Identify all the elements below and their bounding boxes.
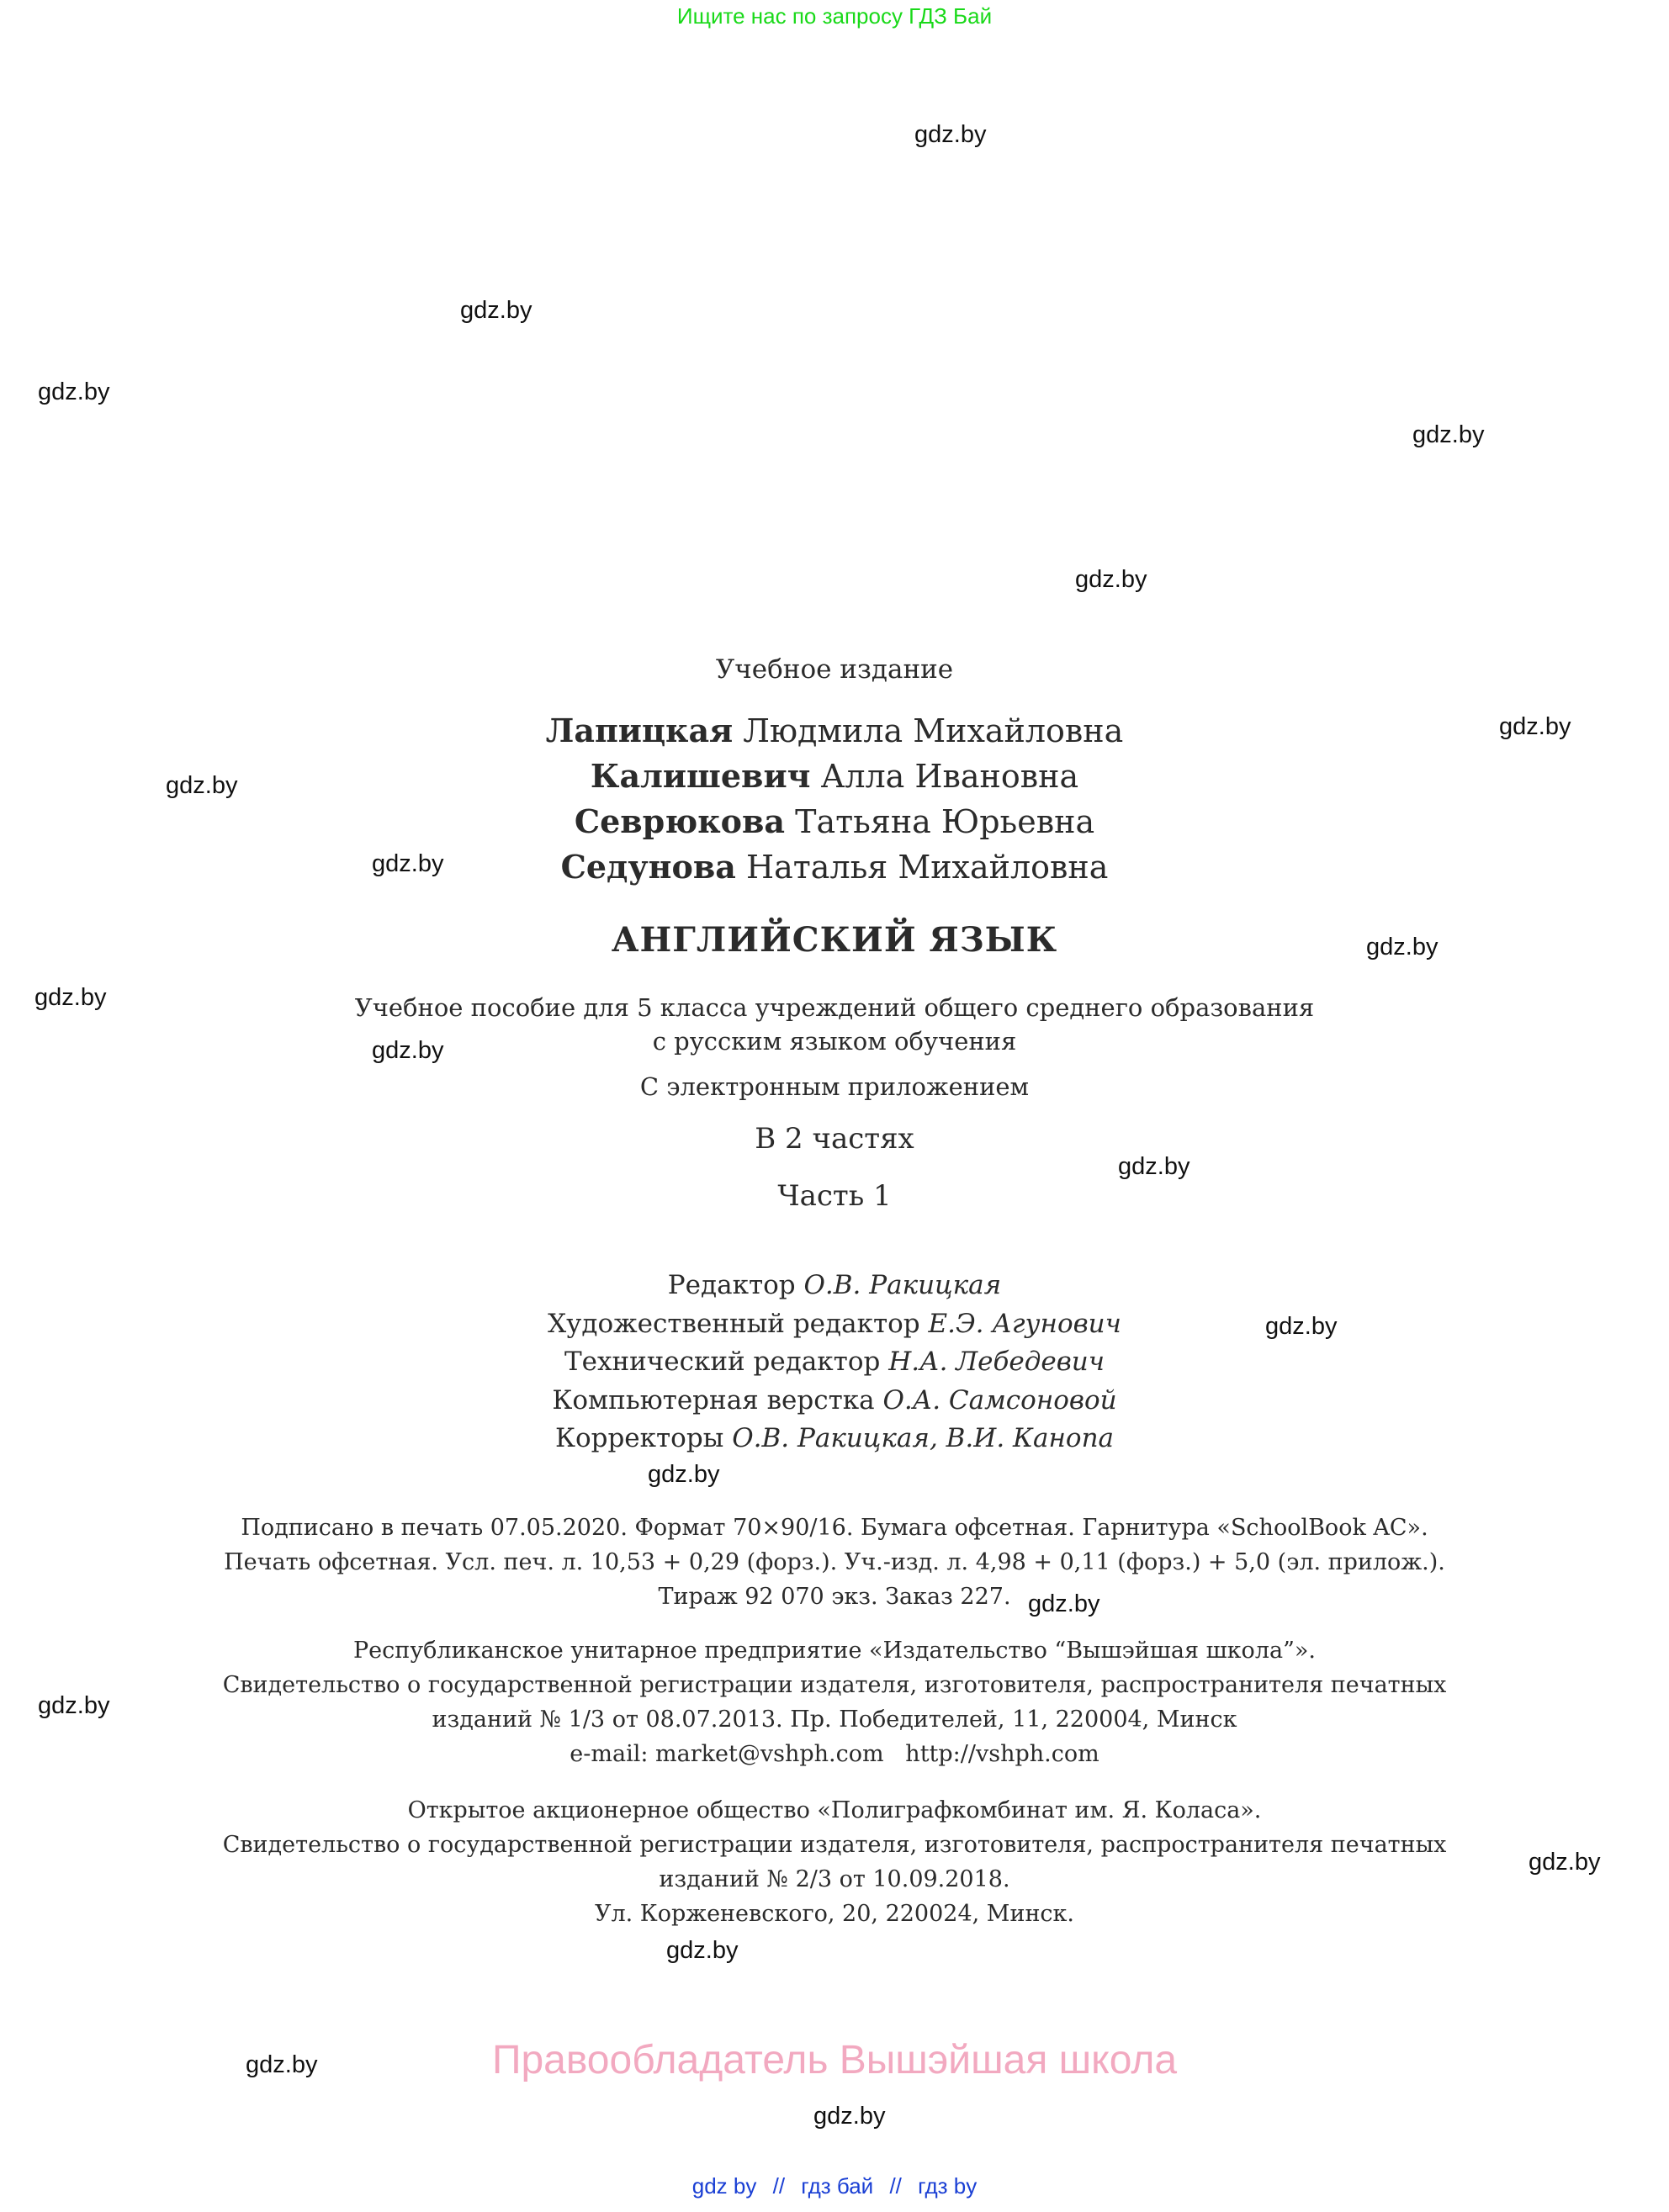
edition-type: Учебное издание bbox=[715, 654, 954, 685]
book-title: АНГЛИЙСКИЙ ЯЗЫК bbox=[611, 920, 1058, 960]
printer-line: Ул. Корженевского, 20, 220024, Минск. bbox=[594, 1901, 1075, 1927]
parts-total: В 2 частях bbox=[755, 1122, 914, 1156]
watermark: gdz.by bbox=[1412, 421, 1485, 448]
author-surname: Лапицкая bbox=[545, 712, 734, 749]
credit-role: Корректоры bbox=[554, 1423, 724, 1453]
rights-holder-notice: Правообладатель Вышэйшая школа bbox=[491, 2038, 1178, 2082]
footer-link-gdz-by-cyr[interactable]: гдз by bbox=[918, 2173, 978, 2199]
printer-line: изданий № 2/3 от 10.09.2018. bbox=[659, 1866, 1010, 1892]
credit-line bbox=[0, 1305, 1669, 1343]
footer-links bbox=[0, 2173, 1669, 2199]
separator: // bbox=[772, 2173, 786, 2199]
separator: // bbox=[889, 2173, 902, 2199]
credit-line bbox=[0, 1267, 1669, 1304]
printer-line: Открытое акционерное общество «Полиграфкомбинат им. Я. Коласа». bbox=[407, 1797, 1262, 1823]
watermark: gdz.by bbox=[1265, 1313, 1338, 1340]
author-line bbox=[0, 708, 1669, 754]
watermark: gdz.by bbox=[1118, 1153, 1190, 1180]
watermark: gdz.by bbox=[1075, 566, 1147, 593]
watermark: gdz.by bbox=[813, 2103, 886, 2130]
footer-link-gdz-bai[interactable]: гдз бай bbox=[801, 2173, 874, 2199]
credit-name: О.В. Ракицкая bbox=[803, 1270, 1002, 1300]
watermark: gdz.by bbox=[38, 378, 110, 405]
watermark: gdz.by bbox=[1366, 934, 1439, 960]
credit-line bbox=[0, 1382, 1669, 1420]
author-line bbox=[0, 844, 1669, 890]
author-surname: Калишевич bbox=[590, 757, 811, 795]
watermark: gdz.by bbox=[460, 297, 532, 324]
watermark: gdz.by bbox=[666, 1937, 739, 1964]
author-given-name: Алла Ивановна bbox=[820, 758, 1079, 795]
print-info-line: Подписано в печать 07.05.2020. Формат 70×90/16. Бумага офсетная. Гарнитура «SchoolBook AC». bbox=[241, 1515, 1428, 1541]
credit-line bbox=[0, 1420, 1669, 1458]
author-given-name: Наталья Михайловна bbox=[745, 849, 1109, 886]
watermark: gdz.by bbox=[372, 850, 444, 877]
supplement-note: С электронным приложением bbox=[639, 1072, 1030, 1101]
subtitle-line: Учебное пособие для 5 класса учреждений общего среднего образования bbox=[354, 993, 1315, 1022]
printer-line: Свидетельство о государственной регистрации издателя, изготовителя, распространителя печатных bbox=[222, 1832, 1447, 1858]
watermark: gdz.by bbox=[38, 1692, 110, 1719]
author-surname: Седунова bbox=[560, 848, 736, 886]
publisher-line: изданий № 1/3 от 08.07.2013. Пр. Победителей, 11, 220004, Минск bbox=[432, 1707, 1237, 1733]
print-info-line: Тираж 92 070 экз. Заказ 227. bbox=[658, 1584, 1011, 1610]
watermark: gdz.by bbox=[914, 121, 987, 148]
author-given-name: Татьяна Юрьевна bbox=[795, 803, 1095, 840]
author-line bbox=[0, 799, 1669, 844]
credit-line bbox=[0, 1343, 1669, 1381]
credit-name: О.А. Самсоновой bbox=[882, 1385, 1117, 1416]
footer-link-gdz-by[interactable]: gdz by bbox=[691, 2173, 757, 2199]
author-given-name: Людмила Михайловна bbox=[743, 712, 1124, 749]
watermark: gdz.by bbox=[648, 1461, 720, 1488]
publisher-contacts: e-mail: market@vshph.com http://vshph.com bbox=[570, 1741, 1099, 1767]
watermark: gdz.by bbox=[34, 984, 107, 1011]
author-line bbox=[0, 754, 1669, 799]
credit-role: Технический редактор bbox=[564, 1347, 881, 1377]
credit-role: Компьютерная верстка bbox=[552, 1385, 875, 1416]
part-number: Часть 1 bbox=[777, 1179, 892, 1213]
search-banner: Ищите нас по запросу ГДЗ Бай bbox=[676, 3, 993, 29]
watermark: gdz.by bbox=[1499, 713, 1571, 740]
print-info-line: Печать офсетная. Усл. печ. л. 10,53 + 0,29 (форз.). Уч.-изд. л. 4,98 + 0,11 (форз.) + 5,0 (эл. прилож.). bbox=[224, 1549, 1445, 1575]
watermark: gdz.by bbox=[1028, 1590, 1100, 1617]
credit-name: О.В. Ракицкая, В.И. Канопа bbox=[732, 1423, 1115, 1453]
credit-role: Редактор bbox=[667, 1270, 796, 1300]
publisher-line: Свидетельство о государственной регистрации издателя, изготовителя, распространителя печатных bbox=[222, 1672, 1447, 1698]
credit-role: Художественный редактор bbox=[548, 1309, 920, 1339]
watermark: gdz.by bbox=[1529, 1849, 1601, 1876]
watermark: gdz.by bbox=[372, 1037, 444, 1064]
credit-name: Е.Э. Агунович bbox=[928, 1309, 1121, 1339]
watermark: gdz.by bbox=[166, 772, 238, 799]
author-surname: Севрюкова bbox=[574, 802, 786, 840]
publisher-line: Республиканское унитарное предприятие «Издательство “Вышэйшая школа”». bbox=[353, 1638, 1316, 1664]
subtitle-line: с русским языком обучения bbox=[652, 1027, 1017, 1056]
watermark: gdz.by bbox=[246, 2051, 318, 2078]
credit-name: Н.А. Лебедевич bbox=[888, 1347, 1105, 1377]
